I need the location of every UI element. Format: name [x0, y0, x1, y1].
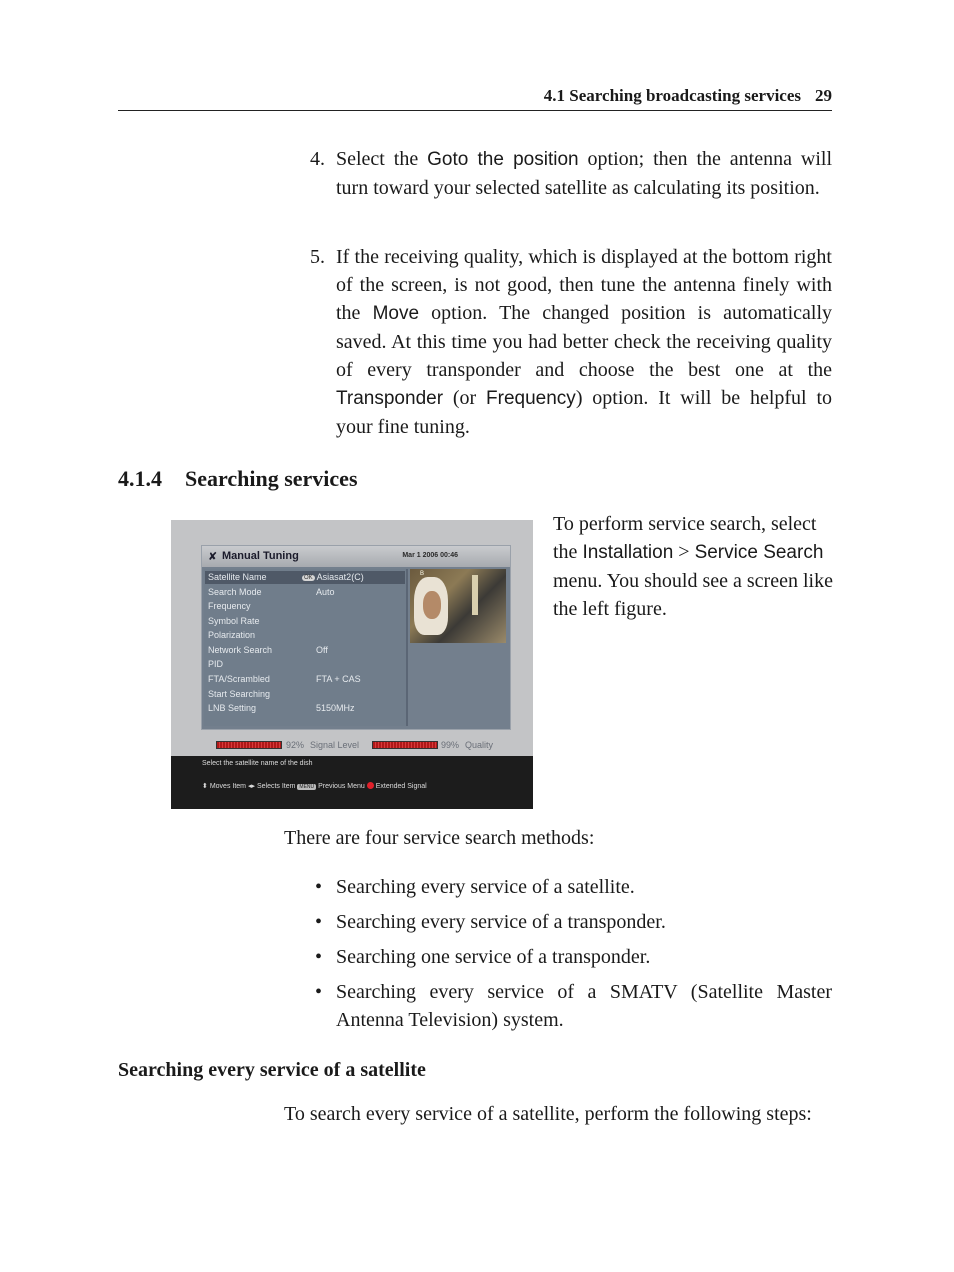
key-select-label: Selects Item	[256, 783, 296, 790]
tv-row-label: Search Mode	[208, 587, 262, 597]
final-paragraph: To search every service of a satellite, perform the following steps:	[284, 1103, 812, 1125]
preview-tower	[472, 575, 478, 615]
quality-percent: 99%	[441, 740, 460, 750]
tv-row-value: Off	[316, 645, 328, 655]
bullet: •	[315, 876, 323, 898]
header-section-title: 4.1 Searching broadcasting services	[543, 86, 801, 105]
section-number: 4.1.4	[118, 466, 162, 491]
tv-row-label: LNB Setting	[208, 703, 257, 713]
tv-row-label: Start Searching	[208, 689, 271, 699]
up-down-arrows-icon: ⬍	[202, 783, 208, 790]
bullet: •	[315, 911, 323, 933]
step-text: Select the	[336, 148, 428, 170]
list-item	[315, 978, 832, 1034]
step-text: option. The changed position is automatically saved. At this time you had better check the receiving quality of every transponder and choose the best one at the	[336, 302, 832, 381]
subsection-heading: Searching every service of a satellite	[118, 1059, 426, 1081]
methods-list	[315, 873, 832, 1041]
side-paragraph	[553, 510, 839, 623]
key-previous-label: Previous Menu	[318, 783, 365, 790]
tv-row-value	[302, 572, 364, 582]
tv-row-label: FTA/Scrambled	[208, 674, 270, 684]
section-heading	[118, 466, 358, 492]
signal-level-percent: 92%	[286, 740, 305, 750]
menu-separator: >	[673, 541, 695, 563]
tv-row-value: 5150MHz	[316, 703, 355, 713]
step-number: 4.	[310, 148, 325, 170]
tv-row-value: FTA + CAS	[316, 674, 361, 684]
tv-channel-preview	[410, 569, 506, 643]
list-item	[315, 908, 832, 936]
key-move-label: Moves Item	[209, 783, 247, 790]
tv-row-value-text: Asiasat2(C)	[316, 572, 364, 582]
step-text: (or	[443, 387, 487, 409]
menu-button-icon: MENU	[299, 784, 315, 790]
method-text: Searching every service of a satellite.	[336, 876, 635, 898]
tv-row-label: Symbol Rate	[208, 616, 260, 626]
signal-level-label: Signal Level	[310, 740, 360, 750]
left-right-arrows-icon: ◂▸	[247, 783, 255, 790]
tv-row-label: Satellite Name	[208, 572, 267, 582]
ui-term-installation: Installation	[582, 542, 674, 563]
page-number: 29	[815, 86, 832, 105]
bullet: •	[315, 946, 323, 968]
tv-key-legend	[202, 782, 427, 790]
tv-menu-title: Manual Tuning	[222, 550, 299, 562]
quality-label: Quality	[465, 740, 494, 750]
step-text: option; then the antenna will turn toward your selected satellite as calculating its position.	[336, 148, 832, 199]
method-text: Searching every service of a SMATV (Satellite Master Antenna Television) system.	[336, 981, 832, 1031]
preview-badge: B	[420, 571, 425, 577]
satellite-dish-icon: ✘	[208, 551, 218, 563]
section-title: Searching services	[185, 466, 358, 491]
quality-bar	[372, 741, 438, 749]
preview-face	[423, 591, 441, 619]
step-4	[310, 145, 832, 202]
tv-title-bar	[202, 546, 510, 567]
running-header	[118, 86, 832, 111]
tv-row-label: Frequency	[208, 601, 251, 611]
key-extended-label: Extended Signal	[375, 783, 427, 790]
tv-settings-list	[204, 569, 408, 726]
red-button-icon	[367, 782, 374, 789]
ui-term-transponder: Transponder	[336, 388, 444, 409]
list-item	[315, 873, 832, 901]
bullet: •	[315, 981, 323, 1003]
tv-menu-panel	[201, 545, 511, 730]
signal-level-bar	[216, 741, 282, 749]
ok-button-icon: OK	[304, 575, 313, 581]
methods-intro: There are four service search methods:	[284, 827, 595, 849]
step-text: If the receiving quality, which is displayed at the bottom right of the screen, is not good, then tune the antenna finely with the	[336, 246, 832, 324]
tv-screenshot-figure	[171, 520, 533, 809]
list-item	[315, 943, 832, 971]
ui-term-goto-position: Goto the position	[427, 149, 579, 170]
step-text: ) option. It will be helpful to your fine tuning.	[336, 387, 833, 438]
tv-row-label: Network Search	[208, 645, 273, 655]
method-text: Searching every service of a transponder.	[336, 911, 666, 933]
tv-row-value: Auto	[316, 587, 335, 597]
tv-help-footer	[171, 756, 533, 809]
tv-help-text: Select the satellite name of the dish	[202, 760, 313, 767]
side-text: menu. You should see a screen like the left figure.	[553, 570, 833, 620]
side-text: To perform service search, select the	[553, 513, 817, 563]
tv-row-label: Polarization	[208, 630, 256, 640]
method-text: Searching one service of a transponder.	[336, 946, 651, 968]
step-number: 5.	[310, 246, 325, 268]
ui-term-service-search: Service Search	[694, 542, 824, 563]
preview-person	[414, 577, 448, 635]
tv-signal-bars	[201, 738, 509, 750]
ui-term-move: Move	[372, 303, 420, 324]
tv-date: Mar 1 2006 00:46	[402, 552, 458, 559]
tv-row-label: PID	[208, 659, 224, 669]
step-5	[310, 243, 833, 441]
ui-term-frequency: Frequency	[486, 388, 576, 409]
